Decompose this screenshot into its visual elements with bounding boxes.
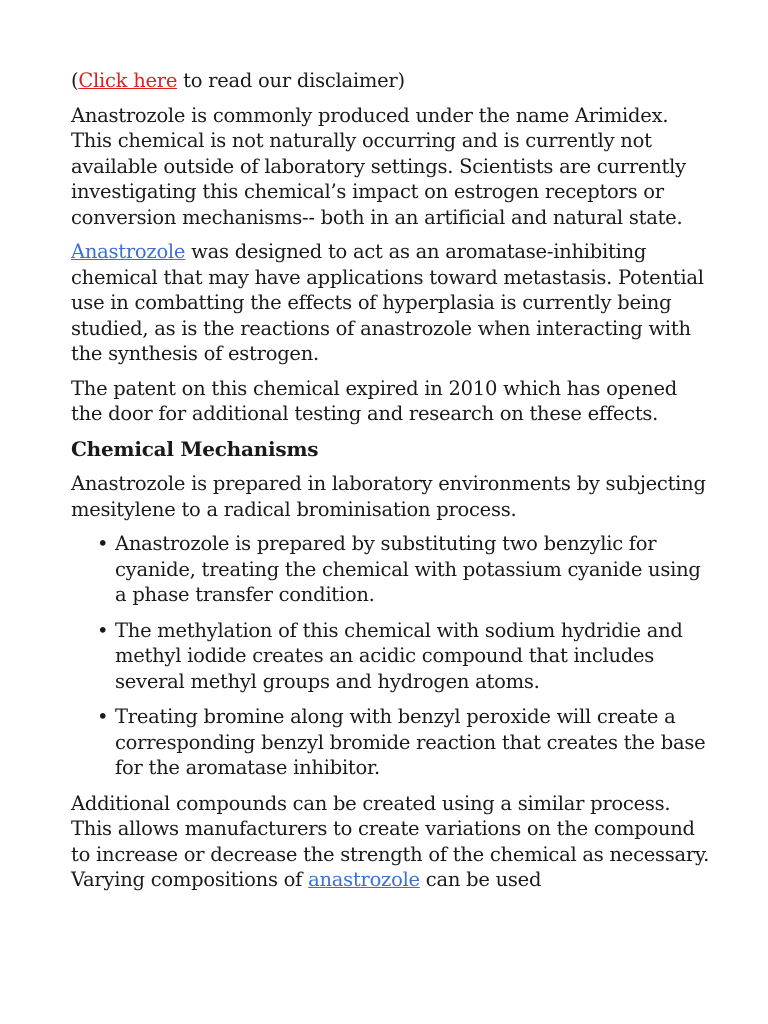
paragraph-intro: Anastrozole is commonly produced under the name Arimidex. This chemical is not naturally occurring and is currently not available outside of laboratory settings. Scientists are currently investigating this chemical’s impact on estrogen receptors or conversion mechanisms-- both in an artificial and natural state. (71, 103, 686, 229)
mechanism-list (71, 531, 711, 781)
paragraph-compounds-tail: can be used (419, 868, 542, 891)
anastrozole-link[interactable]: Anastrozole (71, 240, 186, 263)
list-item-text: Anastrozole is prepared by substituting two benzylic for cyanide, treating the chemical with potassium cyanide using a phase transfer condition. (115, 532, 701, 606)
list-item (71, 531, 711, 608)
paragraph-design-text: was designed to act as an aromatase-inhibiting chemical that may have applications toward metastasis. Potential use in combatting the effects of hyperplasia is currently being studied, as is the reactions of anastrozole when interacting with the synthesis of estrogen. (71, 240, 704, 365)
disclaimer-line (71, 68, 711, 94)
paragraph-patent: The patent on this chemical expired in 2010 which has opened the door for additional testing and research on these effects. (71, 376, 677, 425)
list-item (71, 618, 711, 695)
disclaimer-link[interactable]: Click here (78, 69, 178, 92)
list-item-text: Treating bromine along with benzyl peroxide will create a corresponding benzyl bromide reaction that creates the base for the aromatase inhibitor. (115, 705, 706, 779)
list-item (71, 704, 711, 781)
document-page (71, 68, 711, 902)
anastrozole-link-2[interactable]: anastrozole (308, 868, 420, 891)
paragraph-compounds-text: Additional compounds can be created using a similar process. This allows manufacturers to create variations on the compound to increase or decrease the strength of the chemical as necessary. Varying compositions of (71, 791, 710, 891)
bullet-icon: • (97, 532, 109, 555)
section-heading: Chemical Mechanisms (71, 436, 319, 461)
list-item-text: The methylation of this chemical with sodium hydridie and methyl iodide creates an acidic compound that includes several methyl groups and hydrogen atoms. (115, 618, 683, 693)
bullet-icon: • (97, 618, 109, 642)
paragraph-design (71, 239, 711, 367)
bullet-icon: • (97, 705, 109, 728)
disclaimer-open-paren: ( (71, 69, 79, 92)
disclaimer-text: to read our disclaimer) (177, 69, 405, 92)
paragraph-compounds (71, 791, 711, 893)
paragraph-preparation: Anastrozole is prepared in laboratory environments by subjecting mesitylene to a radical brominisation process. (71, 472, 706, 521)
